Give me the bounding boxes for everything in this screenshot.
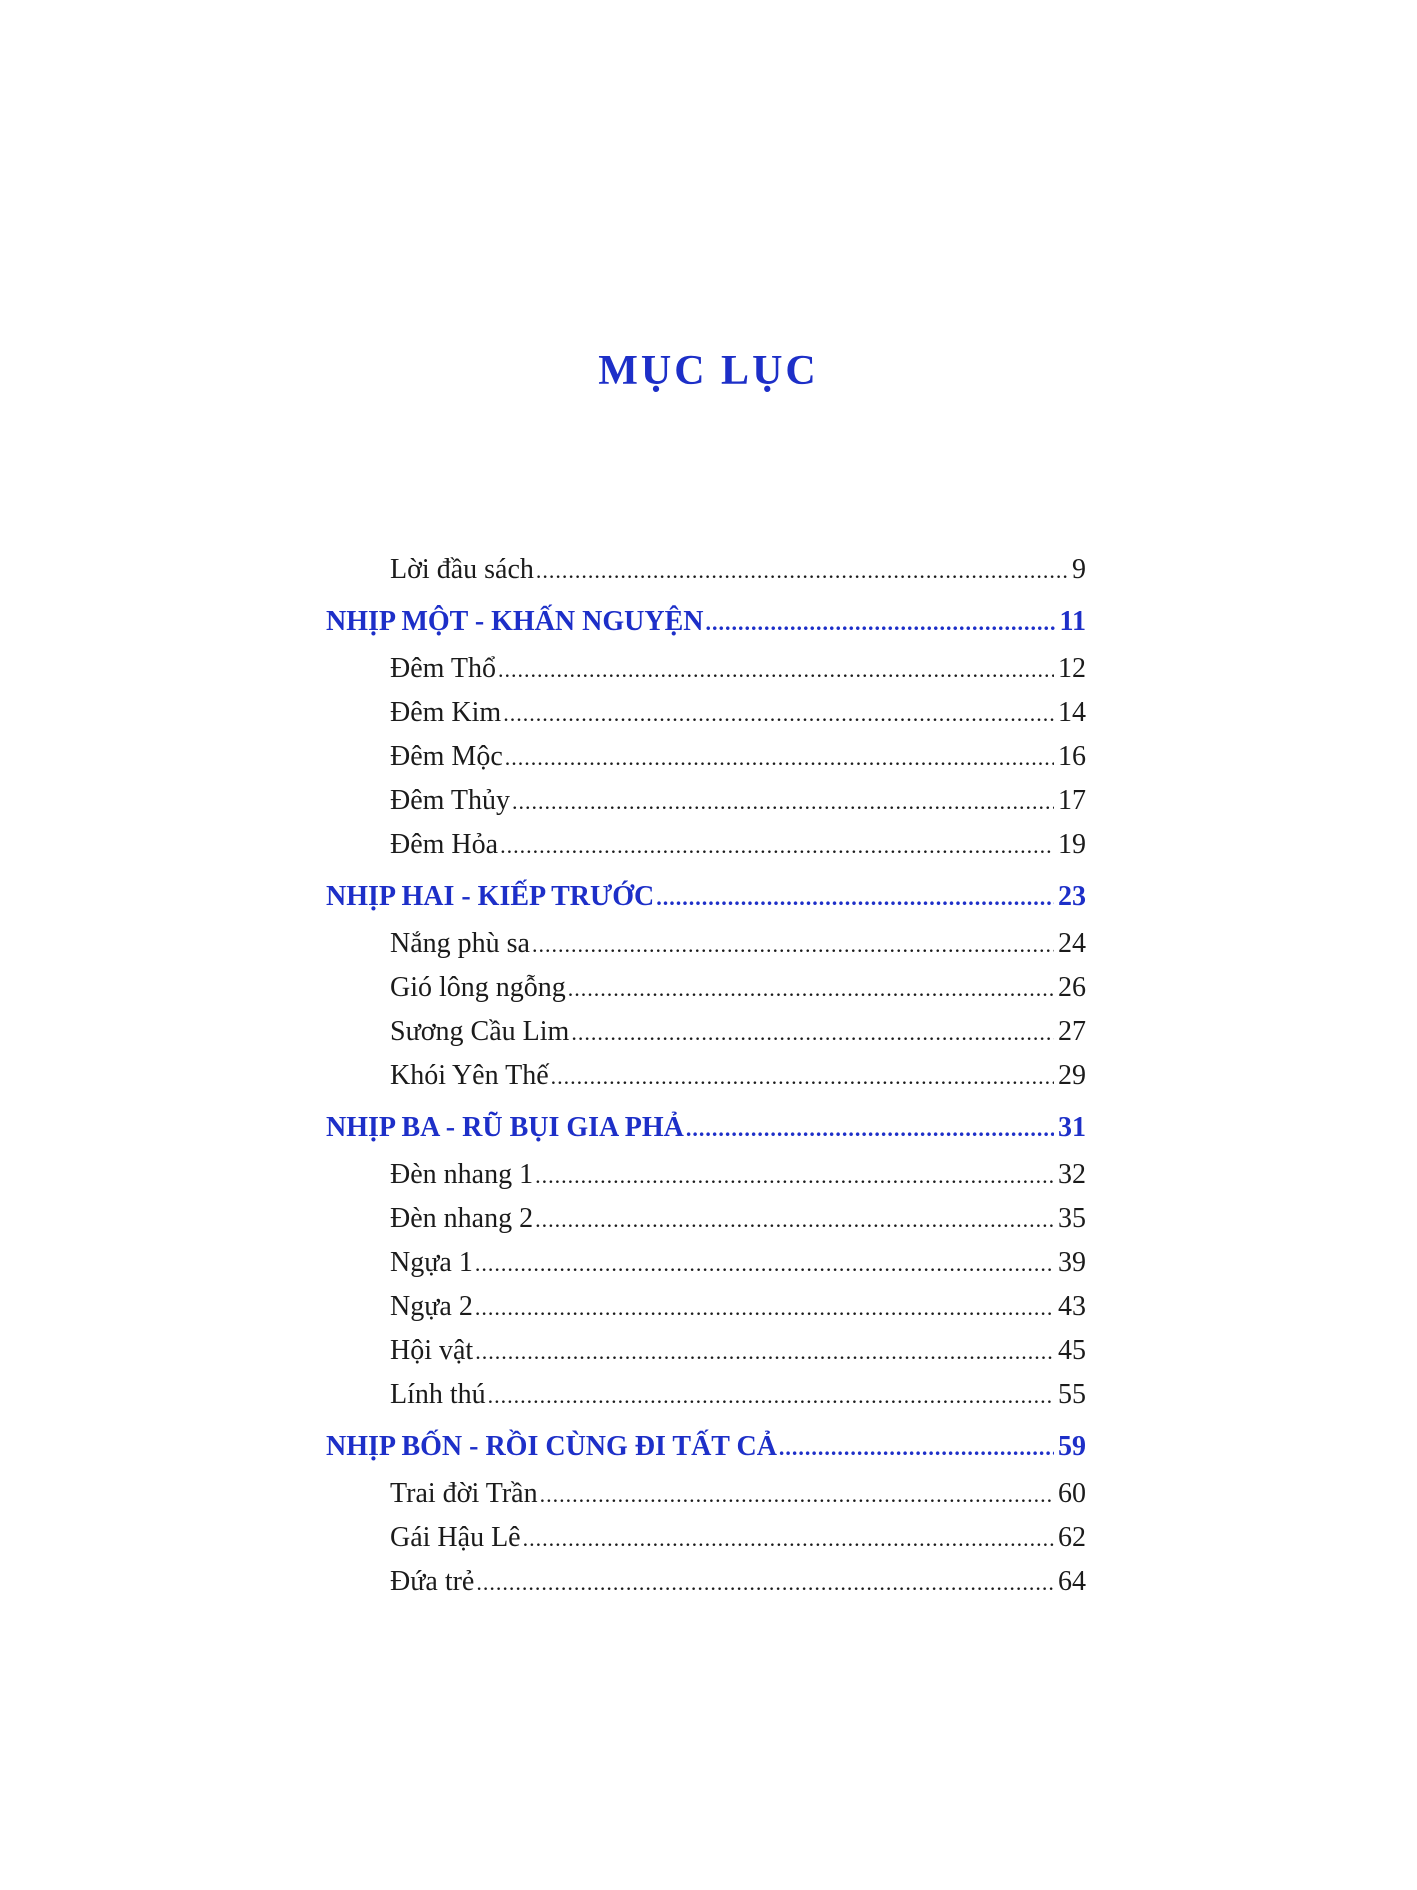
dot-leader xyxy=(476,1561,1054,1605)
toc-entry-row xyxy=(326,1054,1086,1098)
toc-entry-title: Đêm Hỏa xyxy=(390,829,499,860)
toc-entry-title: Khói Yên Thế xyxy=(390,1060,549,1091)
toc-entry-title: Ngựa 2 xyxy=(390,1291,473,1322)
toc-entry-title: Đêm Mộc xyxy=(390,741,503,772)
toc-part-row xyxy=(326,1102,1086,1153)
toc-entry-title: Gió lông ngỗng xyxy=(390,972,566,1003)
toc-entry-title: Đèn nhang 1 xyxy=(390,1159,534,1190)
toc-page-number: 27 xyxy=(1058,1016,1086,1047)
toc-entry-row xyxy=(326,1329,1086,1373)
dot-leader xyxy=(503,692,1054,736)
toc-page-number: 29 xyxy=(1058,1060,1086,1091)
toc-page-number: 24 xyxy=(1058,928,1086,959)
toc-part-title: NHỊP BỐN - RỒI CÙNG ĐI TẤT CẢ xyxy=(326,1431,777,1462)
toc-entry-row xyxy=(326,691,1086,735)
dot-leader xyxy=(498,648,1054,692)
dot-leader xyxy=(512,780,1054,824)
dot-leader xyxy=(656,872,1054,923)
toc-part-row xyxy=(326,871,1086,922)
toc-part-title: NHỊP BA - RŨ BỤI GIA PHẢ xyxy=(326,1112,684,1143)
toc-page-number: 43 xyxy=(1058,1291,1086,1322)
toc-page-number: 45 xyxy=(1058,1335,1086,1366)
toc-page-number: 14 xyxy=(1058,697,1086,728)
toc-page-number: 59 xyxy=(1058,1431,1086,1462)
dot-leader xyxy=(500,824,1054,868)
toc-page-number: 19 xyxy=(1058,829,1086,860)
dot-leader xyxy=(686,1103,1054,1154)
toc-page-number: 39 xyxy=(1058,1247,1086,1278)
dot-leader xyxy=(488,1374,1054,1418)
dot-leader xyxy=(535,1198,1054,1242)
toc-entry-row xyxy=(326,1560,1086,1604)
dot-leader xyxy=(779,1422,1054,1473)
dot-leader xyxy=(536,549,1068,593)
toc-entry-title: Ngựa 1 xyxy=(390,1247,473,1278)
toc-page-number: 17 xyxy=(1058,785,1086,816)
dot-leader xyxy=(505,736,1054,780)
toc-entry-row xyxy=(326,1197,1086,1241)
page-title: MỤC LỤC xyxy=(598,348,819,394)
dot-leader xyxy=(535,1154,1054,1198)
toc-entry-title: Nắng phù sa xyxy=(390,928,530,959)
dot-leader xyxy=(551,1055,1054,1099)
dot-leader xyxy=(571,1011,1054,1055)
toc-entry-title: Sương Cầu Lim xyxy=(390,1016,570,1047)
toc-page-number: 23 xyxy=(1058,881,1086,912)
toc-entry-row xyxy=(326,966,1086,1010)
toc-entry-title: Đêm Thổ xyxy=(390,653,497,684)
toc-page-number: 31 xyxy=(1058,1112,1086,1143)
toc-page-number: 32 xyxy=(1058,1159,1086,1190)
toc-page-number: 60 xyxy=(1058,1478,1086,1509)
dot-leader xyxy=(475,1330,1054,1374)
toc-entry-title: Hội vật xyxy=(390,1335,474,1366)
toc-page-number: 55 xyxy=(1058,1379,1086,1410)
toc-part-title: NHỊP MỘT - KHẤN NGUYỆN xyxy=(326,606,704,637)
toc-entry-row xyxy=(326,1241,1086,1285)
toc-entry-row xyxy=(326,1285,1086,1329)
toc-page-number: 16 xyxy=(1058,741,1086,772)
toc-entry-title: Đứa trẻ xyxy=(390,1566,475,1597)
dot-leader xyxy=(568,967,1054,1011)
dot-leader xyxy=(706,597,1056,648)
toc-entry-title: Lính thú xyxy=(390,1379,486,1410)
toc-entry-title: Trai đời Trần xyxy=(390,1478,538,1509)
toc-entry-row xyxy=(326,1153,1086,1197)
toc-part-title: NHỊP HAI - KIẾP TRƯỚC xyxy=(326,881,655,912)
toc-entry-row xyxy=(326,1516,1086,1560)
toc-page-number: 64 xyxy=(1058,1566,1086,1597)
dot-leader xyxy=(475,1242,1054,1286)
table-of-contents xyxy=(326,548,1086,1604)
dot-leader xyxy=(532,923,1054,967)
toc-entry-row xyxy=(326,1010,1086,1054)
toc-entry-title: Lời đầu sách xyxy=(390,554,534,585)
toc-page-number: 9 xyxy=(1072,554,1086,585)
toc-page-number: 35 xyxy=(1058,1203,1086,1234)
toc-part-row xyxy=(326,596,1086,647)
toc-entry-row xyxy=(326,548,1086,592)
toc-entry-row xyxy=(326,735,1086,779)
dot-leader xyxy=(523,1517,1054,1561)
toc-entry-title: Đèn nhang 2 xyxy=(390,1203,534,1234)
toc-entry-row xyxy=(326,823,1086,867)
toc-entry-row xyxy=(326,779,1086,823)
toc-entry-title: Gái Hậu Lê xyxy=(390,1522,521,1553)
toc-page-number: 62 xyxy=(1058,1522,1086,1553)
dot-leader xyxy=(540,1473,1054,1517)
toc-entry-title: Đêm Kim xyxy=(390,697,502,728)
toc-page-number: 11 xyxy=(1059,606,1086,637)
toc-entry-title: Đêm Thủy xyxy=(390,785,511,816)
toc-entry-row xyxy=(326,1472,1086,1516)
toc-page-number: 12 xyxy=(1058,653,1086,684)
toc-part-row xyxy=(326,1421,1086,1472)
toc-page-number: 26 xyxy=(1058,972,1086,1003)
toc-entry-row xyxy=(326,1373,1086,1417)
toc-entry-row xyxy=(326,647,1086,691)
toc-entry-row xyxy=(326,922,1086,966)
dot-leader xyxy=(475,1286,1054,1330)
